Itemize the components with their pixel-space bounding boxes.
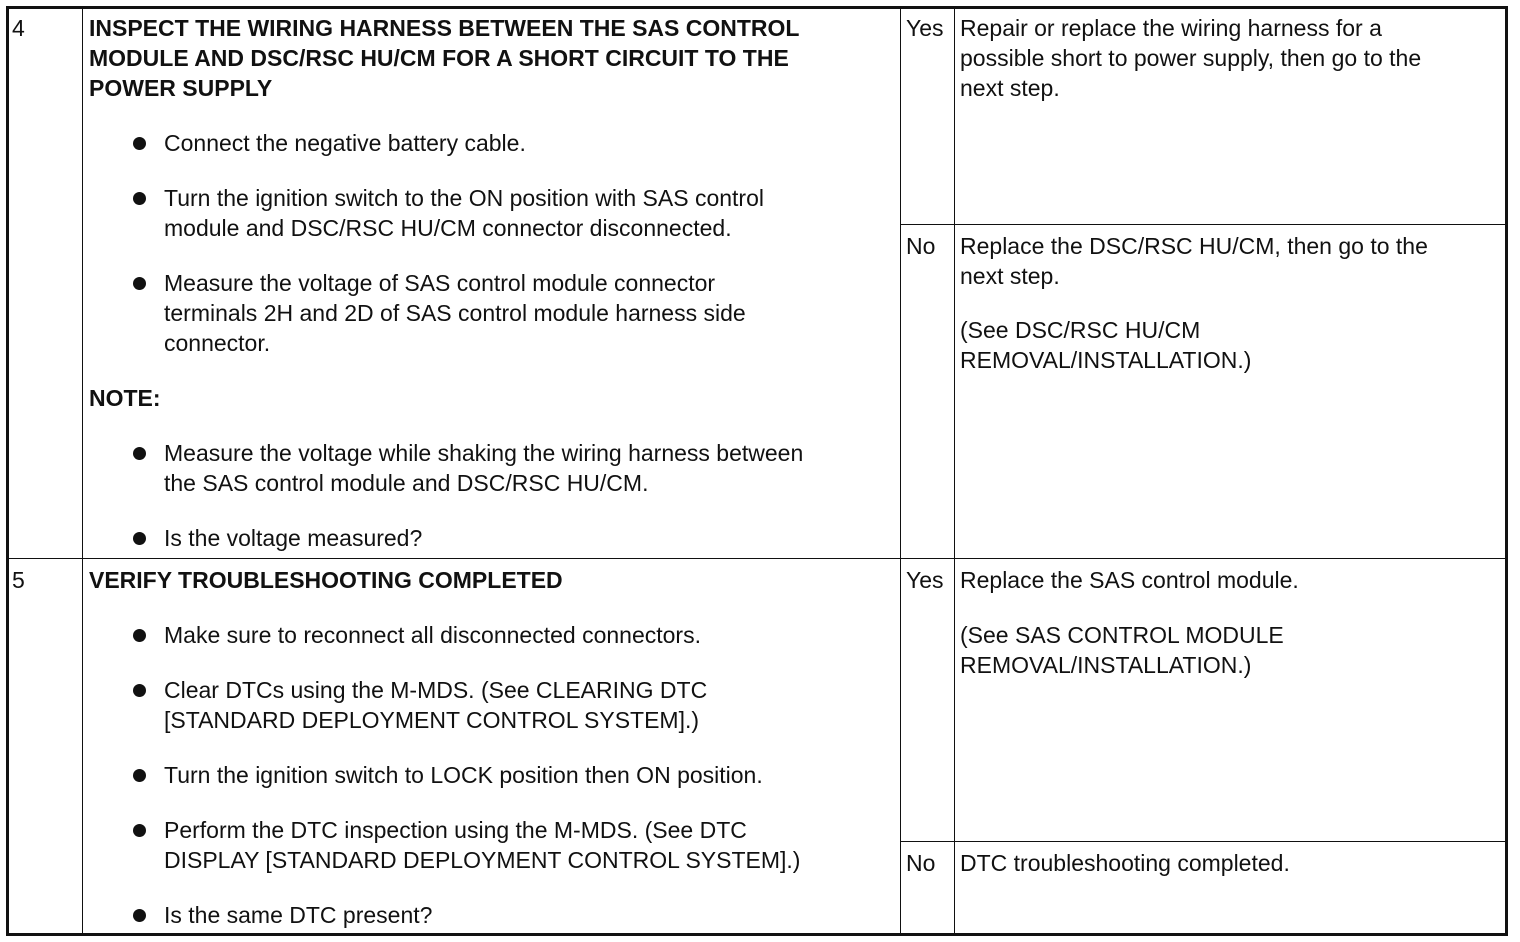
column-divider-action (900, 9, 901, 933)
step-4-instruction-2-line-1: Turn the ignition switch to the ON position with SAS control (164, 185, 764, 211)
column-divider-step (82, 9, 83, 933)
column-divider-result (954, 9, 955, 933)
bullet-dot-icon (133, 684, 146, 697)
step-4-no-label: No (906, 233, 936, 259)
step-5-instruction-2-line-2: [STANDARD DEPLOYMENT CONTROL SYSTEM].) (164, 707, 700, 733)
step-number-5: 5 (12, 567, 25, 593)
step-5-yes-reference-line-2: REMOVAL/INSTALLATION.) (960, 652, 1252, 678)
step-4-instruction-3-line-3: connector. (164, 330, 271, 356)
step-5-no-action: DTC troubleshooting completed. (960, 850, 1290, 876)
step-4-note-1-line-1: Measure the voltage while shaking the wiring harness between (164, 440, 804, 466)
step-4-title-line-1: INSPECT THE WIRING HARNESS BETWEEN THE SAS CONTROL (89, 15, 800, 41)
step-number-4: 4 (12, 15, 25, 41)
step-5-yes-reference-line-1: (See SAS CONTROL MODULE (960, 622, 1284, 648)
step-5-yes-action: Replace the SAS control module. (960, 567, 1299, 593)
step-5-instruction-3: Turn the ignition switch to LOCK position then ON position. (164, 762, 763, 788)
step-4-yes-action-line-3: next step. (960, 75, 1060, 101)
step-4-no-reference-line-1: (See DSC/RSC HU/CM (960, 317, 1201, 343)
step-4-yes-action-line-1: Repair or replace the wiring harness for a (960, 15, 1382, 41)
bullet-dot-icon (133, 277, 146, 290)
bullet-dot-icon (133, 824, 146, 837)
step-5-no-label: No (906, 850, 936, 876)
step-5-question: Is the same DTC present? (164, 902, 433, 928)
bullet-dot-icon (133, 769, 146, 782)
step-4-instruction-3-line-1: Measure the voltage of SAS control module connector (164, 270, 716, 296)
yes-no-divider-step-5 (900, 841, 1505, 842)
step-4-instruction-1: Connect the negative battery cable. (164, 130, 526, 156)
bullet-dot-icon (133, 137, 146, 150)
step-4-note-1-line-2: the SAS control module and DSC/RSC HU/CM. (164, 470, 649, 496)
step-4-question: Is the voltage measured? (164, 525, 423, 551)
bullet-dot-icon (133, 909, 146, 922)
step-4-no-action-line-2: next step. (960, 263, 1060, 289)
step-4-instruction-3-line-2: terminals 2H and 2D of SAS control module harness side (164, 300, 746, 326)
bullet-dot-icon (133, 192, 146, 205)
step-5-yes-label: Yes (906, 567, 944, 593)
step-5-instruction-2-line-1: Clear DTCs using the M-MDS. (See CLEARING DTC (164, 677, 708, 703)
step-4-yes-action-line-2: possible short to power supply, then go to the (960, 45, 1422, 71)
step-5-instruction-4-line-2: DISPLAY [STANDARD DEPLOYMENT CONTROL SYSTEM].) (164, 847, 801, 873)
bullet-dot-icon (133, 532, 146, 545)
row-divider (9, 558, 1505, 559)
bullet-dot-icon (133, 629, 146, 642)
step-5-title: VERIFY TROUBLESHOOTING COMPLETED (89, 567, 563, 593)
step-4-instruction-2-line-2: module and DSC/RSC HU/CM connector disconnected. (164, 215, 732, 241)
step-4-title-line-2: MODULE AND DSC/RSC HU/CM FOR A SHORT CIRCUIT TO THE (89, 45, 789, 71)
yes-no-divider-step-4 (900, 224, 1505, 225)
step-4-no-reference-line-2: REMOVAL/INSTALLATION.) (960, 347, 1252, 373)
step-4-no-action-line-1: Replace the DSC/RSC HU/CM, then go to the (960, 233, 1428, 259)
step-5-instruction-4-line-1: Perform the DTC inspection using the M-MDS. (See DTC (164, 817, 747, 843)
note-label: NOTE: (89, 385, 161, 411)
step-5-instruction-1: Make sure to reconnect all disconnected connectors. (164, 622, 701, 648)
step-4-yes-label: Yes (906, 15, 944, 41)
step-4-title-line-3: POWER SUPPLY (89, 75, 273, 101)
bullet-dot-icon (133, 447, 146, 460)
